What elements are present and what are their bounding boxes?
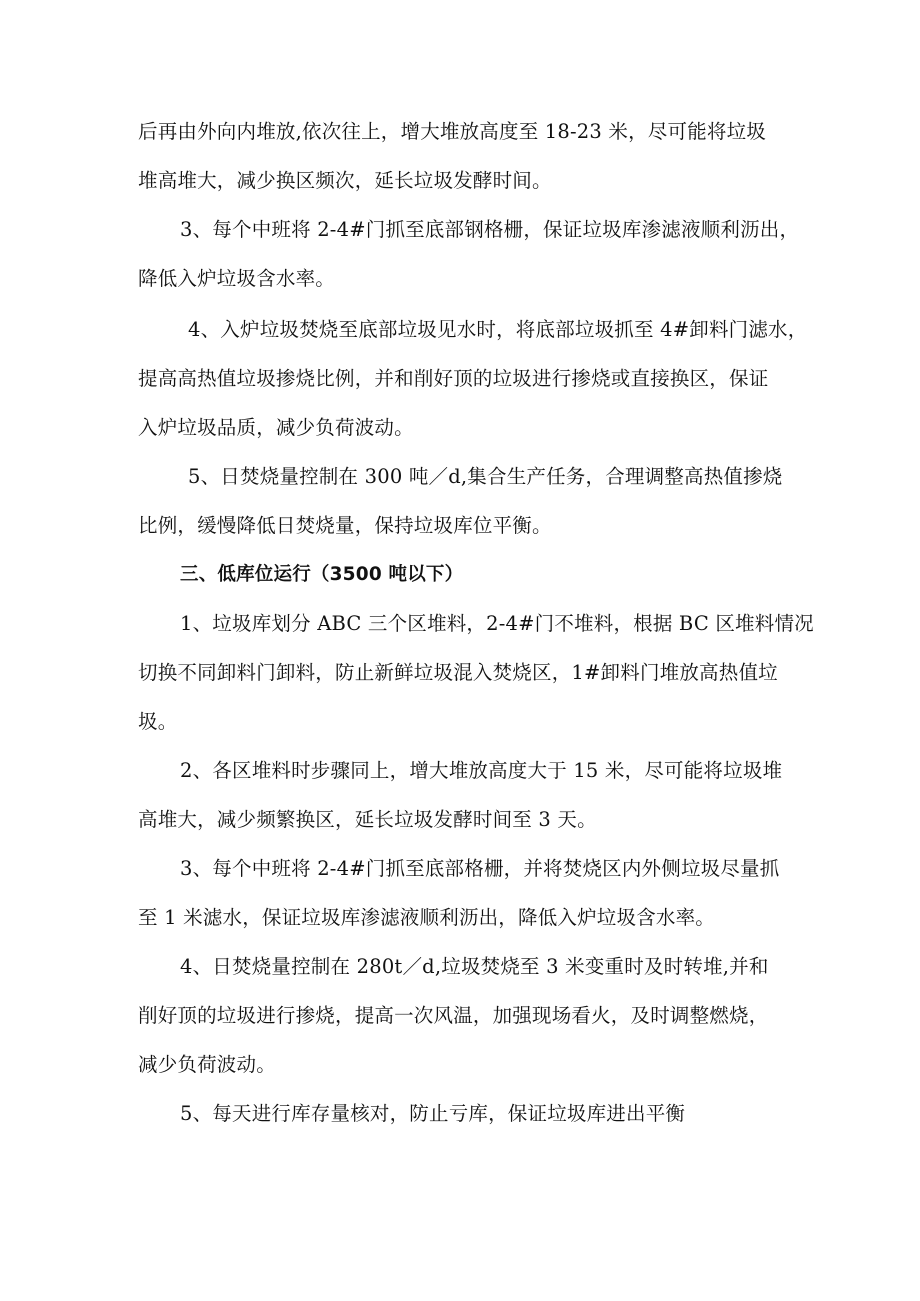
text-line: 3、每个中班将 2-4#门抓至底部钢格栅，保证垃圾库渗滤液顺利沥出，: [180, 218, 800, 241]
text-line: 提高高热值垃圾掺烧比例，并和削好顶的垃圾进行掺烧或直接换区，保证: [138, 367, 769, 390]
paragraph-item-2: [138, 746, 790, 844]
text-line: 1、垃圾库划分 ABC 三个区堆料，2-4#门不堆料，根据 BC 区堆料情况: [180, 612, 814, 635]
paragraph-item-4: [138, 305, 808, 452]
text-line: 4、日焚烧量控制在 280t／d,垃圾焚烧至 3 米变重时及时转堆,并和: [180, 955, 769, 978]
text-line: 入炉垃圾品质，减少负荷波动。: [138, 416, 414, 439]
text-line: 比例，缓慢降低日焚烧量，保持垃圾库位平衡。: [138, 514, 552, 537]
paragraph-item-3: [138, 205, 800, 303]
text-line: 后再由外向内堆放,依次往上，增大堆放高度至 18-23 米，尽可能将垃圾: [138, 120, 767, 143]
paragraph-continuation: [138, 107, 790, 205]
text-line: 5、日焚烧量控制在 300 吨／d,集合生产任务，合理调整高热值掺烧: [188, 465, 783, 488]
text-line: 高堆大，减少频繁换区，延长垃圾发酵时间至 3 天。: [138, 808, 597, 831]
text-line: 切换不同卸料门卸料，防止新鲜垃圾混入焚烧区，1#卸料门堆放高热值垃: [138, 661, 778, 684]
text-line: 减少负荷波动。: [138, 1053, 276, 1076]
paragraph-item-3b: [138, 844, 790, 942]
section-heading-text: 三、低库位运行（3500 吨以下）: [180, 564, 464, 585]
text-line: 3、每个中班将 2-4#门抓至底部格栅，并将焚烧区内外侧垃圾尽量抓: [180, 857, 780, 880]
section-heading: [138, 550, 790, 599]
paragraph-item-1: [138, 599, 814, 746]
text-line: 2、各区堆料时步骤同上，增大堆放高度大于 15 米，尽可能将垃圾堆: [180, 759, 783, 782]
text-line: 4、入炉垃圾焚烧至底部垃圾见水时，将底部垃圾抓至 4#卸料门滤水，: [188, 318, 808, 341]
paragraph-item-5b: [138, 1089, 790, 1138]
text-line: 降低入炉垃圾含水率。: [138, 267, 336, 290]
text-line: 堆高堆大，减少换区频次，延长垃圾发酵时间。: [138, 169, 552, 192]
text-line: 圾。: [138, 710, 178, 733]
paragraph-item-5: [138, 452, 790, 550]
text-line: 5、每天进行库存量核对，防止亏库，保证垃圾库进出平衡: [180, 1102, 686, 1125]
text-line: 至 1 米滤水，保证垃圾库渗滤液顺利沥出，降低入炉垃圾含水率。: [138, 906, 716, 929]
paragraph-item-4b: [138, 942, 790, 1089]
text-line: 削好顶的垃圾进行掺烧，提高一次风温，加强现场看火，及时调整燃烧，: [138, 1004, 769, 1027]
